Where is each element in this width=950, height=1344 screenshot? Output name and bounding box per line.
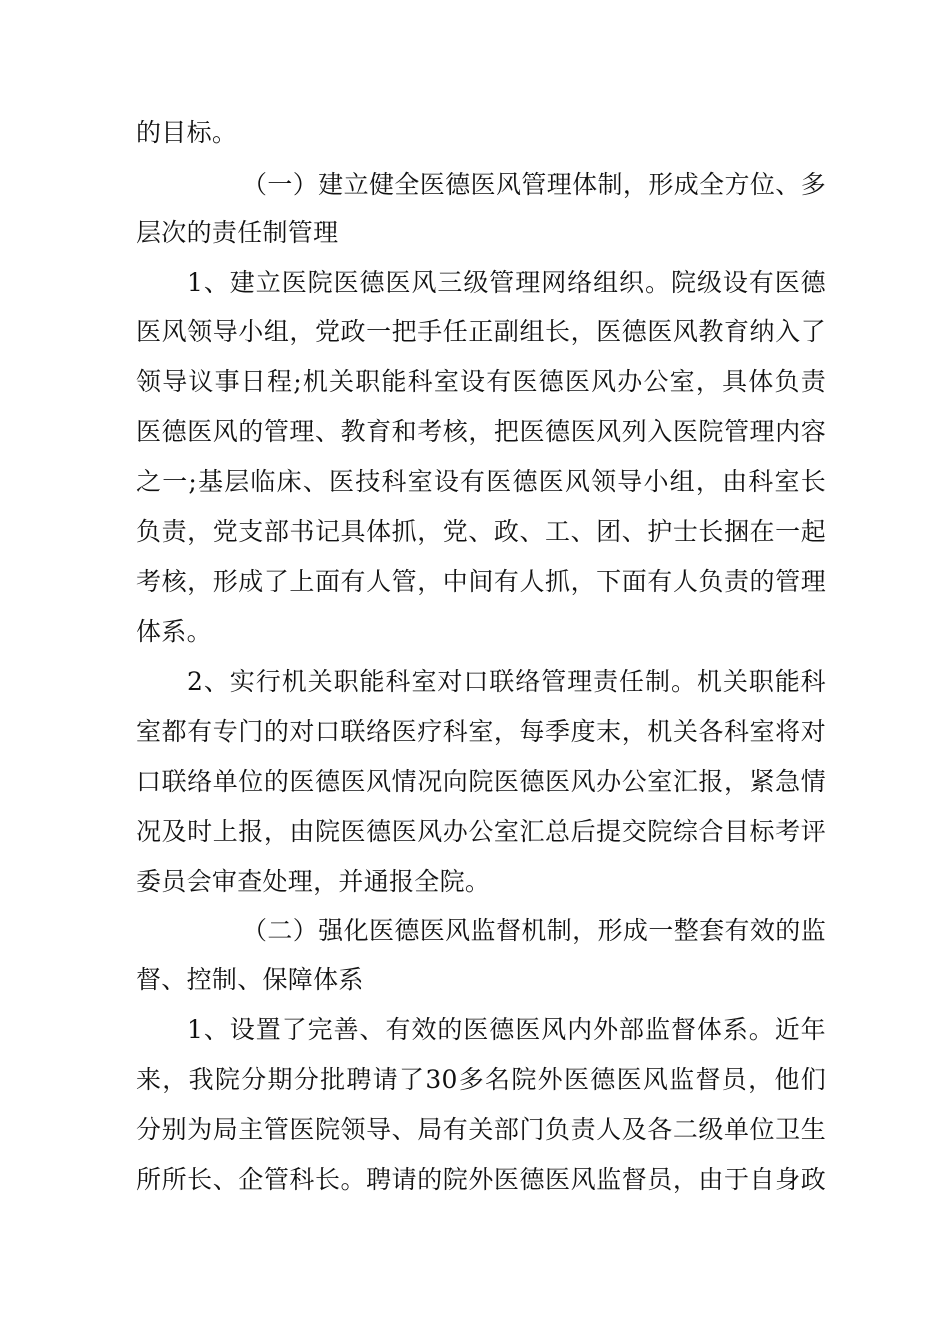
paragraph-2-line: 委员会审查处理，并通报全院。 [136,867,491,896]
paragraph-1-line: 负责，党支部书记具体抓，党、政、工、团、护士长捆在一起 [136,517,826,546]
paragraph-1-line: 体系。 [136,617,212,646]
paragraph-1-line: 之一;基层临床、医技科室设有医德医风领导小组，由科室长 [136,467,826,496]
paragraph-3-line: 1、设置了完善、有效的医德医风内外部监督体系。近年 [187,1015,826,1044]
paragraph-2-line: 口联络单位的医德医风情况向院医德医风办公室汇报，紧急情 [136,767,826,796]
paragraph-1-line: 医德医风的管理、教育和考核，把医德医风列入医院管理内容 [136,417,826,446]
section-heading-2-cont: 督、控制、保障体系 [136,965,364,994]
paragraph-3-line: 来，我院分期分批聘请了30多名院外医德医风监督员，他们 [136,1065,826,1094]
section-heading-1-cont: 层次的责任制管理 [136,218,339,247]
paragraph-2-line: 2、实行机关职能科室对口联络管理责任制。机关职能科 [187,667,826,696]
paragraph-3-line: 分别为局主管医院领导、局有关部门负责人及各二级单位卫生 [136,1115,826,1144]
section-heading-2: （二）强化医德医风监督机制，形成一整套有效的监 [242,916,826,945]
paragraph-2-line: 室都有专门的对口联络医疗科室，每季度末，机关各科室将对 [136,717,826,746]
paragraph-2-line: 况及时上报，由院医德医风办公室汇总后提交院综合目标考评 [136,817,826,846]
paragraph-1-line: 1、建立医院医德医风三级管理网络组织。院级设有医德 [187,268,826,297]
paragraph-1-line: 考核，形成了上面有人管，中间有人抓，下面有人负责的管理 [136,567,826,596]
section-heading-1: （一）建立健全医德医风管理体制，形成全方位、多 [242,170,826,199]
text-line: 的目标。 [136,118,238,147]
paragraph-3-line: 所所长、企管科长。聘请的院外医德医风监督员，由于自身政 [136,1165,826,1194]
paragraph-1-line: 医风领导小组，党政一把手任正副组长，医德医风教育纳入了 [136,317,826,346]
paragraph-1-line: 领导议事日程;机关职能科室设有医德医风办公室，具体负责 [136,367,826,396]
